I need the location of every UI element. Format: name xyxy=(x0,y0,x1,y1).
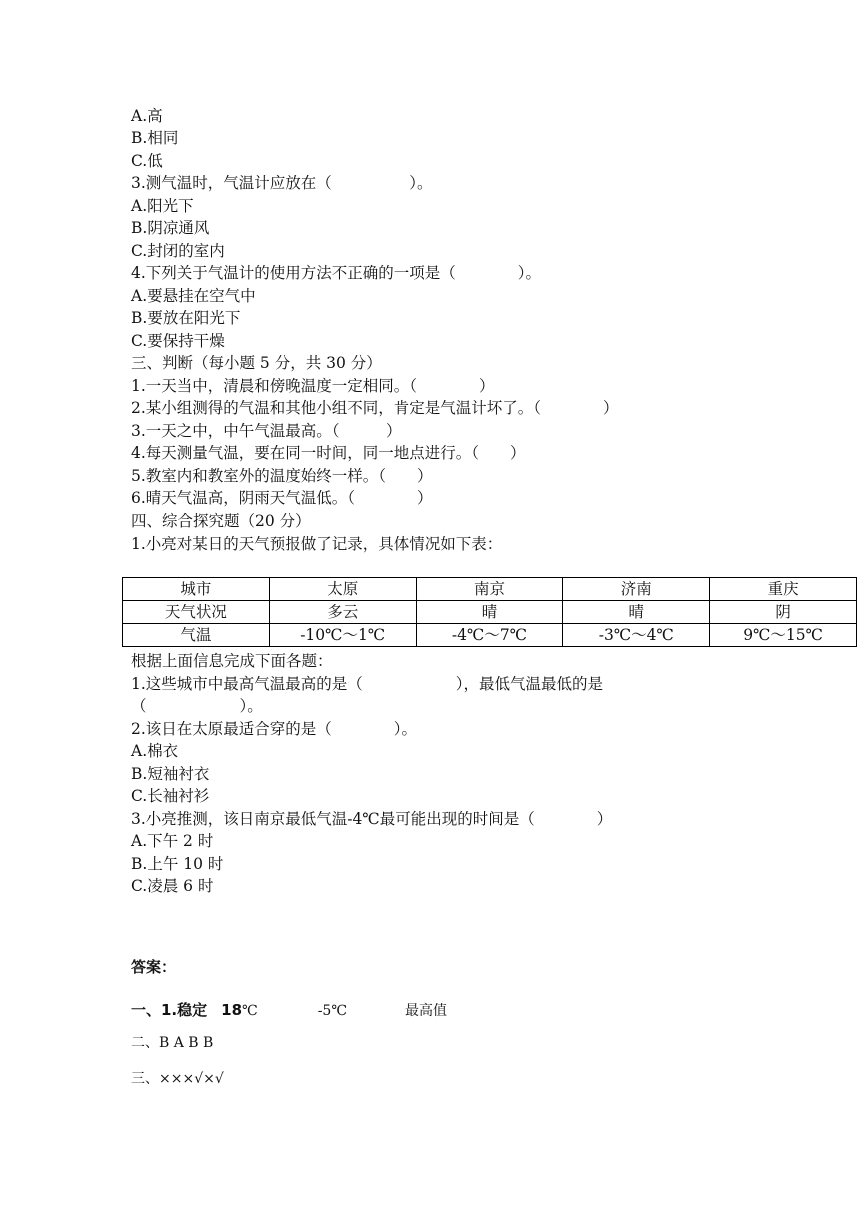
judge-6: 6.晴天气温高，阴雨天气温低。（ ） xyxy=(131,489,433,507)
table-row xyxy=(123,578,857,601)
q4-option-c: C.要保持干燥 xyxy=(131,332,225,350)
explore-1-intro: 1.小亮对某日的天气预报做了记录，具体情况如下表： xyxy=(131,535,503,553)
table-row xyxy=(123,601,857,624)
section-4-heading: 四、综合探究题（20 分） xyxy=(131,512,311,530)
judge-3: 3.一天之中，中午气温最高。（ ） xyxy=(131,422,402,440)
judge-4: 4.每天测量气温，要在同一时间，同一地点进行。（ ） xyxy=(131,444,526,462)
answers-part-2: 二、B A B B xyxy=(131,1035,214,1051)
question-4: 4.下列关于气温计的使用方法不正确的一项是（ ）。 xyxy=(131,264,542,282)
table-instructions: 根据上面信息完成下面各题： xyxy=(131,652,333,670)
q3-option-c: C.封闭的室内 xyxy=(131,242,225,260)
table-cell: -4℃～7℃ xyxy=(416,624,563,647)
table-q2-option-b: B.短袖衬衣 xyxy=(131,765,210,783)
table-cell: 城市 xyxy=(123,578,270,601)
table-cell: 南京 xyxy=(416,578,563,601)
section-3-heading: 三、判断（每小题 5 分，共 30 分） xyxy=(131,354,382,372)
table-q1-continued: （ ）。 xyxy=(131,697,263,715)
answers-part-1 xyxy=(131,999,447,1022)
option-b-same: B.相同 xyxy=(131,129,179,147)
table-q2: 2.该日在太原最适合穿的是（ ）。 xyxy=(131,720,418,738)
q4-option-b: B.要放在阳光下 xyxy=(131,309,241,327)
option-c-low: C.低 xyxy=(131,152,163,170)
table-cell: 气温 xyxy=(123,624,270,647)
table-q2-option-c: C.长袖衬衫 xyxy=(131,787,210,805)
table-cell: 9℃～15℃ xyxy=(710,624,857,647)
judge-2: 2.某小组测得的气温和其他小组不同，肯定是气温计坏了。（ ） xyxy=(131,399,619,417)
weather-table xyxy=(122,577,857,647)
question-3: 3.测气温时，气温计应放在（ ）。 xyxy=(131,174,433,192)
q3-option-b: B.阴凉通风 xyxy=(131,219,210,237)
answer-1-value-1: 18 xyxy=(221,1001,243,1019)
table-cell: 晴 xyxy=(563,601,710,624)
answer-1-label: 一、1.稳定 xyxy=(131,1001,208,1019)
table-cell: 太原 xyxy=(269,578,416,601)
option-a-high: A.高 xyxy=(131,107,163,125)
table-cell: 晴 xyxy=(416,601,563,624)
answers-part-3: 三、×××√×√ xyxy=(131,1071,224,1087)
table-q1: 1.这些城市中最高气温最高的是（ ），最低气温最低的是 xyxy=(131,675,604,693)
table-q2-option-a: A.棉衣 xyxy=(131,742,179,760)
table-q3-option-a: A.下午 2 时 xyxy=(131,832,214,850)
answer-1-value-1-unit: ℃ xyxy=(242,1003,258,1019)
table-q3-option-b: B.上午 10 时 xyxy=(131,855,224,873)
table-q3: 3.小亮推测，该日南京最低气温-4℃最可能出现的时间是（ ） xyxy=(131,810,613,828)
table-row xyxy=(123,624,857,647)
answer-1-value-3: 最高值 xyxy=(405,1003,447,1019)
judge-5: 5.教室内和教室外的温度始终一样。（ ） xyxy=(131,467,433,485)
table-cell: 多云 xyxy=(269,601,416,624)
judge-1: 1.一天当中，清晨和傍晚温度一定相同。（ ） xyxy=(131,377,495,395)
q3-option-a: A.阳光下 xyxy=(131,197,194,215)
table-cell: 阴 xyxy=(710,601,857,624)
table-cell: 重庆 xyxy=(710,578,857,601)
table-cell: -3℃～4℃ xyxy=(563,624,710,647)
q4-option-a: A.要悬挂在空气中 xyxy=(131,287,256,305)
table-cell: -10℃～1℃ xyxy=(269,624,416,647)
table-cell: 济南 xyxy=(563,578,710,601)
answer-1-value-2: -5℃ xyxy=(317,1003,347,1019)
table-q3-option-c: C.凌晨 6 时 xyxy=(131,877,214,895)
answers-heading: 答案： xyxy=(131,958,177,976)
table-cell: 天气状况 xyxy=(123,601,270,624)
